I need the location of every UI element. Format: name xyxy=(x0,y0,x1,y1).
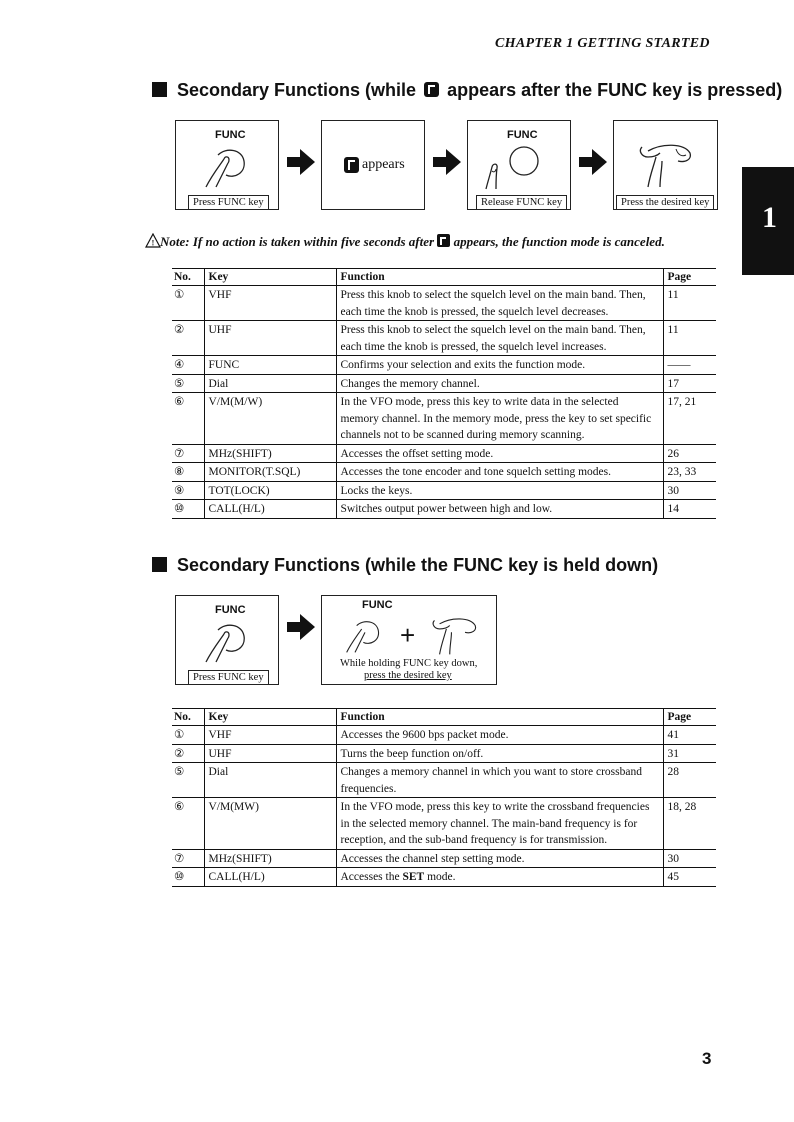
note-text: Note: If no action is taken within five seconds after appears, the function mode is canceled. xyxy=(160,234,665,249)
hold-instruction-line2: press the desired key xyxy=(364,670,452,681)
cell-function: Press this knob to select the squelch level on the main band. Then, each time the knob is pressed, the squelch level increases. xyxy=(336,321,663,356)
page-number: 3 xyxy=(702,1049,712,1068)
table-row xyxy=(172,356,716,375)
cell-function: Locks the keys. xyxy=(336,481,663,500)
col-key: Key xyxy=(204,709,336,726)
col-function: Function xyxy=(336,709,663,726)
table-row xyxy=(172,374,716,393)
table-row xyxy=(172,744,716,763)
finger-press-icon xyxy=(198,141,258,189)
bullet-square-icon xyxy=(152,82,167,97)
col-function: Function xyxy=(336,269,663,286)
cell-no: ④ xyxy=(172,356,204,375)
cell-no: ① xyxy=(172,286,204,321)
cell-no: ⑦ xyxy=(172,444,204,463)
cell-function: Turns the beep function on/off. xyxy=(336,744,663,763)
step-release-func: FUNC Release FUNC key xyxy=(467,120,571,210)
table-row xyxy=(172,763,716,798)
step-f-appears xyxy=(321,120,425,210)
col-page: Page xyxy=(663,269,716,286)
section2-title: Secondary Functions (while the FUNC key is held down) xyxy=(152,555,658,576)
table-row xyxy=(172,393,716,445)
cell-function: Changes the memory channel. xyxy=(336,374,663,393)
table-row xyxy=(172,321,716,356)
table-row xyxy=(172,286,716,321)
table-row xyxy=(172,849,716,868)
cell-page: 18, 28 xyxy=(663,798,716,850)
cell-key: UHF xyxy=(204,321,336,356)
held-functions-table xyxy=(172,708,716,887)
chapter-tab-number: 1 xyxy=(762,201,777,234)
section1-title: Secondary Functions (while appears after the FUNC key is pressed) xyxy=(152,80,782,101)
cell-page: —— xyxy=(663,356,716,375)
col-key: Key xyxy=(204,269,336,286)
set-keyword: SET xyxy=(402,871,425,883)
cell-no: ① xyxy=(172,726,204,745)
col-no: No. xyxy=(172,709,204,726)
cell-key: VHF xyxy=(204,726,336,745)
step-press-func: FUNC Press FUNC key xyxy=(175,120,279,210)
cell-key: VHF xyxy=(204,286,336,321)
cell-no: ⑩ xyxy=(172,500,204,519)
cell-page: 30 xyxy=(663,849,716,868)
cell-page: 28 xyxy=(663,763,716,798)
cell-key: CALL(H/L) xyxy=(204,868,336,887)
cell-page: 26 xyxy=(663,444,716,463)
cell-key: V/M(MW) xyxy=(204,798,336,850)
svg-text:!: ! xyxy=(151,238,155,248)
plus-sign: + xyxy=(400,620,416,650)
f-indicator-icon xyxy=(424,82,439,97)
finger-release-icon xyxy=(478,141,558,191)
table-row xyxy=(172,444,716,463)
cell-no: ⑤ xyxy=(172,374,204,393)
cell-function: Switches output power between high and low. xyxy=(336,500,663,519)
arrow-right-icon xyxy=(286,147,316,177)
cell-function: Accesses the channel step setting mode. xyxy=(336,849,663,868)
f-indicator-icon xyxy=(344,157,359,173)
table-row xyxy=(172,726,716,745)
cell-function: In the VFO mode, press this key to write the crossband frequencies in the selected memory channel. The main-band frequency is for reception, and the sub-band frequency is for transmission. xyxy=(336,798,663,850)
cell-no: ⑩ xyxy=(172,868,204,887)
cell-function: Accesses the SET mode. xyxy=(336,868,663,887)
cell-page: 23, 33 xyxy=(663,463,716,482)
cell-function: Press this knob to select the squelch level on the main band. Then, each time the knob is pressed, the squelch level decreases. xyxy=(336,286,663,321)
cell-no: ⑥ xyxy=(172,393,204,445)
caution-triangle-icon xyxy=(145,233,161,248)
table-row xyxy=(172,798,716,850)
secondary-functions-table xyxy=(172,268,716,519)
cell-page: 17, 21 xyxy=(663,393,716,445)
cell-key: TOT(LOCK) xyxy=(204,481,336,500)
table-row xyxy=(172,500,716,519)
cell-no: ② xyxy=(172,744,204,763)
cell-page: 14 xyxy=(663,500,716,519)
step-hold-and-press: FUNC + While holding FUNC key down, press the desired key xyxy=(321,595,497,685)
table-row xyxy=(172,481,716,500)
cell-function: Accesses the tone encoder and tone squelch setting modes. xyxy=(336,463,663,482)
cell-function: Accesses the 9600 bps packet mode. xyxy=(336,726,663,745)
table-row xyxy=(172,868,716,887)
cell-page: 45 xyxy=(663,868,716,887)
cell-no: ⑧ xyxy=(172,463,204,482)
chapter-heading: CHAPTER 1 GETTING STARTED xyxy=(495,36,710,51)
cell-key: MHz(SHIFT) xyxy=(204,444,336,463)
cell-page: 11 xyxy=(663,321,716,356)
arrow-right-icon xyxy=(432,147,462,177)
bullet-square-icon xyxy=(152,557,167,572)
hold-instruction-line1: While holding FUNC key down, xyxy=(340,658,478,669)
cell-page: 17 xyxy=(663,374,716,393)
f-indicator-icon xyxy=(437,234,450,247)
cell-key: MHz(SHIFT) xyxy=(204,849,336,868)
cell-function: Confirms your selection and exits the function mode. xyxy=(336,356,663,375)
cell-page: 31 xyxy=(663,744,716,763)
cell-key: FUNC xyxy=(204,356,336,375)
arrow-right-icon xyxy=(286,612,316,642)
cell-key: Dial xyxy=(204,763,336,798)
cell-function: Changes a memory channel in which you want to store crossband frequencies. xyxy=(336,763,663,798)
cell-no: ⑥ xyxy=(172,798,204,850)
cell-no: ⑦ xyxy=(172,849,204,868)
cell-no: ⑤ xyxy=(172,763,204,798)
cell-page: 11 xyxy=(663,286,716,321)
cell-key: V/M(M/W) xyxy=(204,393,336,445)
finger-hold-icon xyxy=(340,612,390,656)
cell-no: ⑨ xyxy=(172,481,204,500)
cell-page: 41 xyxy=(663,726,716,745)
cell-key: MONITOR(T.SQL) xyxy=(204,463,336,482)
cell-key: UHF xyxy=(204,744,336,763)
finger-press-icon xyxy=(198,616,258,664)
finger-desired-key-icon xyxy=(426,610,482,658)
finger-desired-key-icon xyxy=(632,137,698,189)
col-no: No. xyxy=(172,269,204,286)
chapter-tab xyxy=(742,167,794,275)
col-page: Page xyxy=(663,709,716,726)
arrow-right-icon xyxy=(578,147,608,177)
appears-text: appears xyxy=(362,157,405,172)
cell-key: Dial xyxy=(204,374,336,393)
cell-no: ② xyxy=(172,321,204,356)
cell-function: Accesses the offset setting mode. xyxy=(336,444,663,463)
step-press-desired: Press the desired key xyxy=(613,120,718,210)
cell-function: In the VFO mode, press this key to write data in the selected memory channel. In the memory mode, press the key to set specific channels not to be scanned during memory scanning. xyxy=(336,393,663,445)
cell-key: CALL(H/L) xyxy=(204,500,336,519)
table-row xyxy=(172,463,716,482)
cell-page: 30 xyxy=(663,481,716,500)
step-press-func-hold: FUNC Press FUNC key xyxy=(175,595,279,685)
